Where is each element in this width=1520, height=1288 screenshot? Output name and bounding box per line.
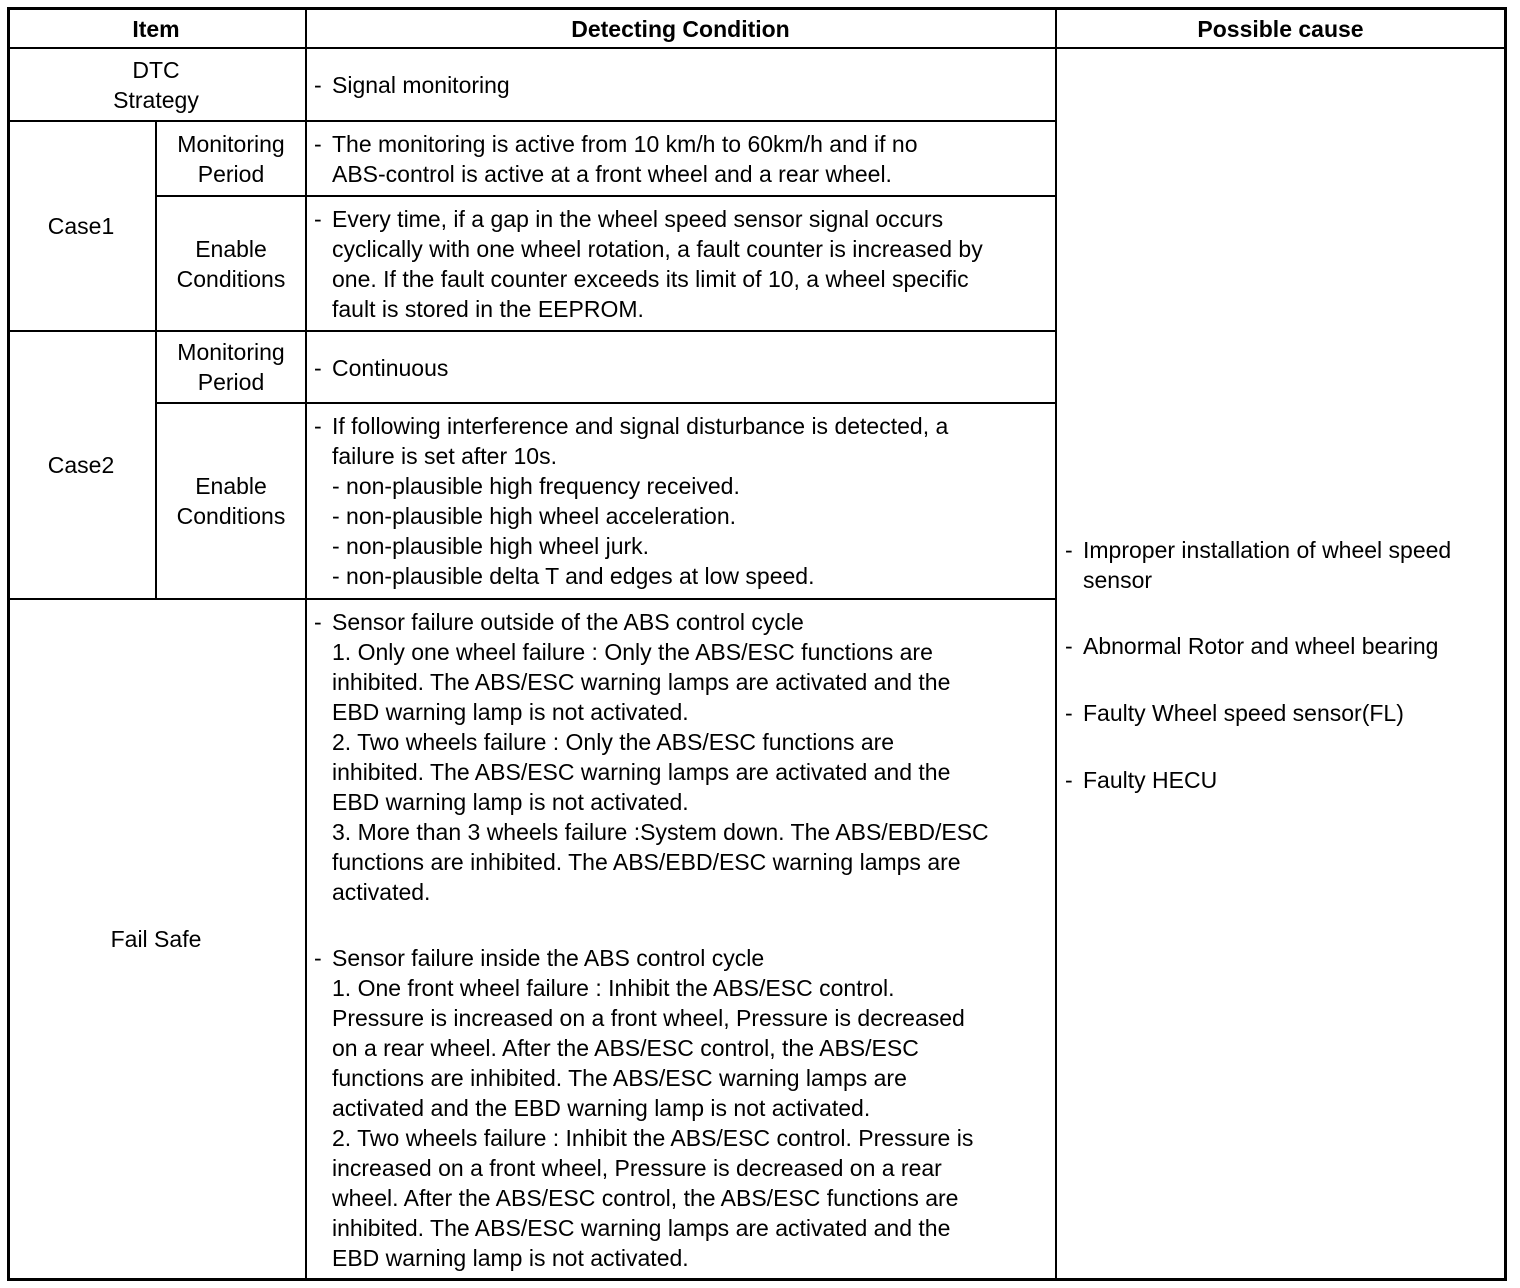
possible-cause-1: - Improper installation of wheel speed sensor [1065,537,1452,593]
case2-monitoring-period-text: - Continuous [314,355,449,381]
case2-label: Case2 [47,452,115,478]
header-detecting-condition: Detecting Condition [571,15,790,42]
column-divider [1055,7,1057,1281]
case1-label: Case1 [47,213,115,239]
case2-enable-conditions-label: Enable Conditions [176,473,286,529]
case2-monitoring-period-label: Monitoring Period [177,339,285,395]
case1-monitoring-period-text: - The monitoring is active from 10 km/h to 60km/h and if no ABS-control is active at a front wheel and a rear wheel. [314,131,918,187]
dtc-strategy-condition: - Signal monitoring [314,72,510,98]
case1-enable-conditions-label: Enable Conditions [176,235,286,292]
possible-cause-3: - Faulty Wheel speed sensor(FL) [1065,700,1404,726]
case2-enable-conditions-text: - If following interference and signal disturbance is detected, a failure is set after 10s. - non-plausible high frequency received. - non-plausible high wheel acceleration. - non-plausible high wheel jurk. - non-plausible delta T and edges at low speed. [314,413,949,589]
case1-enable-conditions-text: - Every time, if a gap in the wheel speed sensor signal occurs cyclically with one wheel rotation, a fault counter is increased by one. If the fault counter exceeds its limit of 10, a wheel specific fault is stored in the EEPROM. [314,206,983,322]
list-item: - non-plausible delta T and edges at low speed. [332,563,815,589]
fail-safe-outside-text: - Sensor failure outside of the ABS control cycle 1. Only one wheel failure : Only the ABS/ESC functions are inhibited. The ABS/ESC warning lamps are activated and the EBD warning lamp is not activated. 2. Two wheels failure : Only the ABS/ESC functions are inhibited. The ABS/ESC warning lamps are activated and the EBD warning lamp is not activated. 3. More than 3 wheels failure :System down. The ABS/EBD/ESC functions are inhibited. The ABS/EBD/ESC warning lamps are activated. [314,609,989,905]
fail-safe-inside-text: - Sensor failure inside the ABS control cycle 1. One front wheel failure : Inhibit the ABS/ESC control. Pressure is increased on a front wheel, Pressure is decreased on a rear wheel. After the ABS/ESC control, the ABS/ESC functions are inhibited. The ABS/ESC warning lamps are activated and the EBD warning lamp is not activated. 2. Two wheels failure : Inhibit the ABS/ESC control. Pressure is increased on a front wheel, Pressure is decreased on a rear wheel. After the ABS/ESC control, the ABS/ESC functions are inhibited. The ABS/ESC warning lamps are activated and the EBD warning lamp is not activated. [314,945,974,1271]
list-item: - non-plausible high wheel acceleration. [332,503,737,529]
column-divider [305,7,307,1281]
dtc-strategy-label: DTC Strategy [113,56,199,113]
fail-safe-label: Fail Safe [110,926,202,952]
list-item: - non-plausible high frequency received. [332,473,740,499]
case1-monitoring-period-label: Monitoring Period [177,130,285,187]
list-item: - non-plausible high wheel jurk. [332,533,650,559]
possible-cause-4: - Faulty HECU [1065,767,1218,793]
header-item: Item [132,15,180,42]
possible-cause-2: - Abnormal Rotor and wheel bearing [1065,633,1439,659]
header-possible-cause: Possible cause [1197,15,1364,42]
